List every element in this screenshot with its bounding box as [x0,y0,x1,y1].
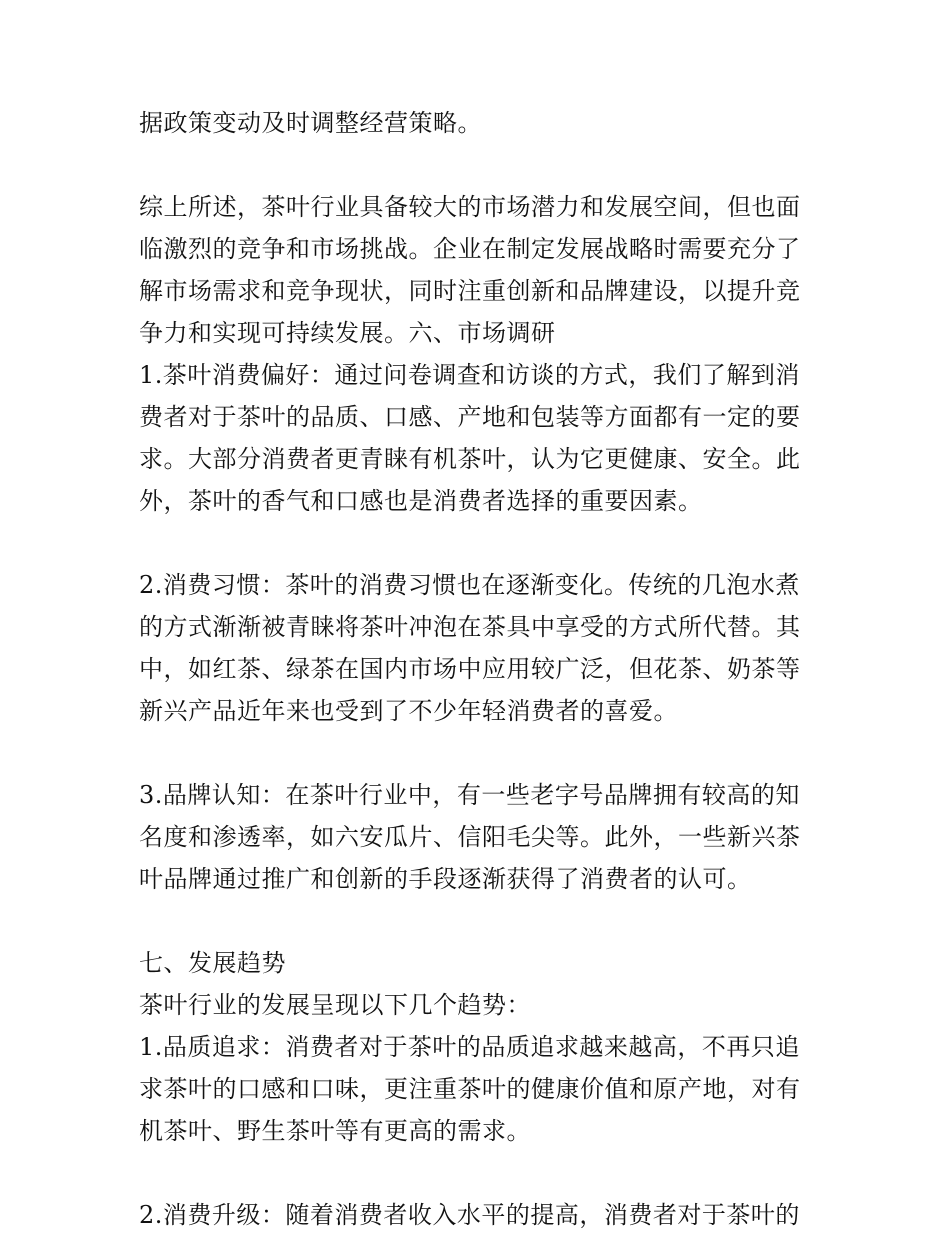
text-line: 名度和渗透率，如六安瓜片、信阳毛尖等。此外，一些新兴茶 [139,823,801,851]
text-line: 综上所述，茶叶行业具备较大的市场潜力和发展空间，但也面 [139,193,801,221]
blank-line [139,522,819,564]
text-line: 1.茶叶消费偏好：通过问卷调查和访谈的方式，我们了解到消 [139,361,800,389]
text-line: 新兴产品近年来也受到了不少年轻消费者的喜爱。 [139,697,678,725]
text-line: 机茶叶、野生茶叶等有更高的需求。 [139,1117,531,1145]
text-line: 3.品牌认知：在茶叶行业中，有一些老字号品牌拥有较高的知 [139,781,800,809]
text-line: 解市场需求和竞争现状，同时注重创新和品牌建设，以提升竞 [139,277,801,305]
text-line: 临激烈的竞争和市场挑战。企业在制定发展战略时需要充分了 [139,235,801,263]
text-line: 茶叶行业的发展呈现以下几个趋势： [139,991,531,1019]
text-line: 2.消费升级：随着消费者收入水平的提高，消费者对于茶叶的 [139,1201,800,1229]
blank-line [139,1152,819,1194]
text-line: 叶品牌通过推广和创新的手段逐渐获得了消费者的认可。 [139,865,752,893]
text-line: 的方式渐渐被青睐将茶叶冲泡在茶具中享受的方式所代替。其 [139,613,801,641]
blank-line [139,144,819,186]
document-text-body [139,102,819,1236]
text-line: 1.品质追求：消费者对于茶叶的品质追求越来越高，不再只追 [139,1033,800,1061]
text-line: 据政策变动及时调整经营策略。 [139,109,482,137]
text-line: 中，如红茶、绿茶在国内市场中应用较广泛，但花茶、奶茶等 [139,655,801,683]
text-line: 求。大部分消费者更青睐有机茶叶，认为它更健康、安全。此 [139,445,801,473]
text-line: 争力和实现可持续发展。六、市场调研 [139,319,556,347]
blank-line [139,900,819,942]
blank-line [139,732,819,774]
text-line: 费者对于茶叶的品质、口感、产地和包装等方面都有一定的要 [139,403,801,431]
section-heading: 七、发展趋势 [139,949,286,977]
text-line: 外，茶叶的香气和口感也是消费者选择的重要因素。 [139,487,703,515]
text-line: 求茶叶的口感和口味，更注重茶叶的健康价值和原产地，对有 [139,1075,801,1103]
text-line: 2.消费习惯：茶叶的消费习惯也在逐渐变化。传统的几泡水煮 [139,571,800,599]
